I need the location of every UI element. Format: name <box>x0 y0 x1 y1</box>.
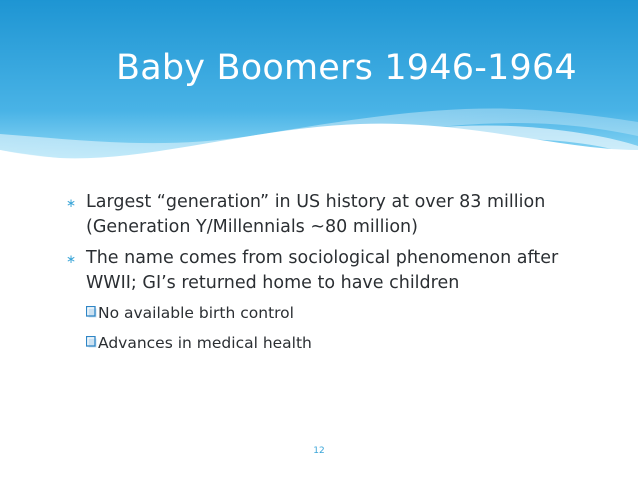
sub-bullet-text: No available birth control <box>98 304 294 322</box>
sub-bullet-text: Advances in medical health <box>98 334 312 352</box>
bullet-item <box>66 246 611 296</box>
sub-bullet-item <box>66 302 611 324</box>
bullet-line: The name comes from sociological phenomenon after <box>86 248 559 268</box>
page-number: 12 <box>313 446 325 456</box>
bullet-line: (Generation Y/Millennials ~80 million) <box>86 217 418 237</box>
asterisk-bullet-icon: ∗ <box>66 252 77 266</box>
checkbox-bullet-icon <box>86 306 97 318</box>
asterisk-bullet-icon: ∗ <box>66 196 77 210</box>
header-wave-band <box>0 0 638 190</box>
sub-bullet-item <box>66 332 611 354</box>
bullet-list <box>66 190 611 362</box>
bullet-line: WWII; GI’s returned home to have children <box>86 273 460 293</box>
bullet-line: Largest “generation” in US history at over 83 million <box>86 192 546 212</box>
bullet-item <box>66 190 611 240</box>
checkbox-bullet-icon <box>86 336 97 348</box>
slide-title: Baby Boomers 1946-1964 <box>116 48 577 88</box>
